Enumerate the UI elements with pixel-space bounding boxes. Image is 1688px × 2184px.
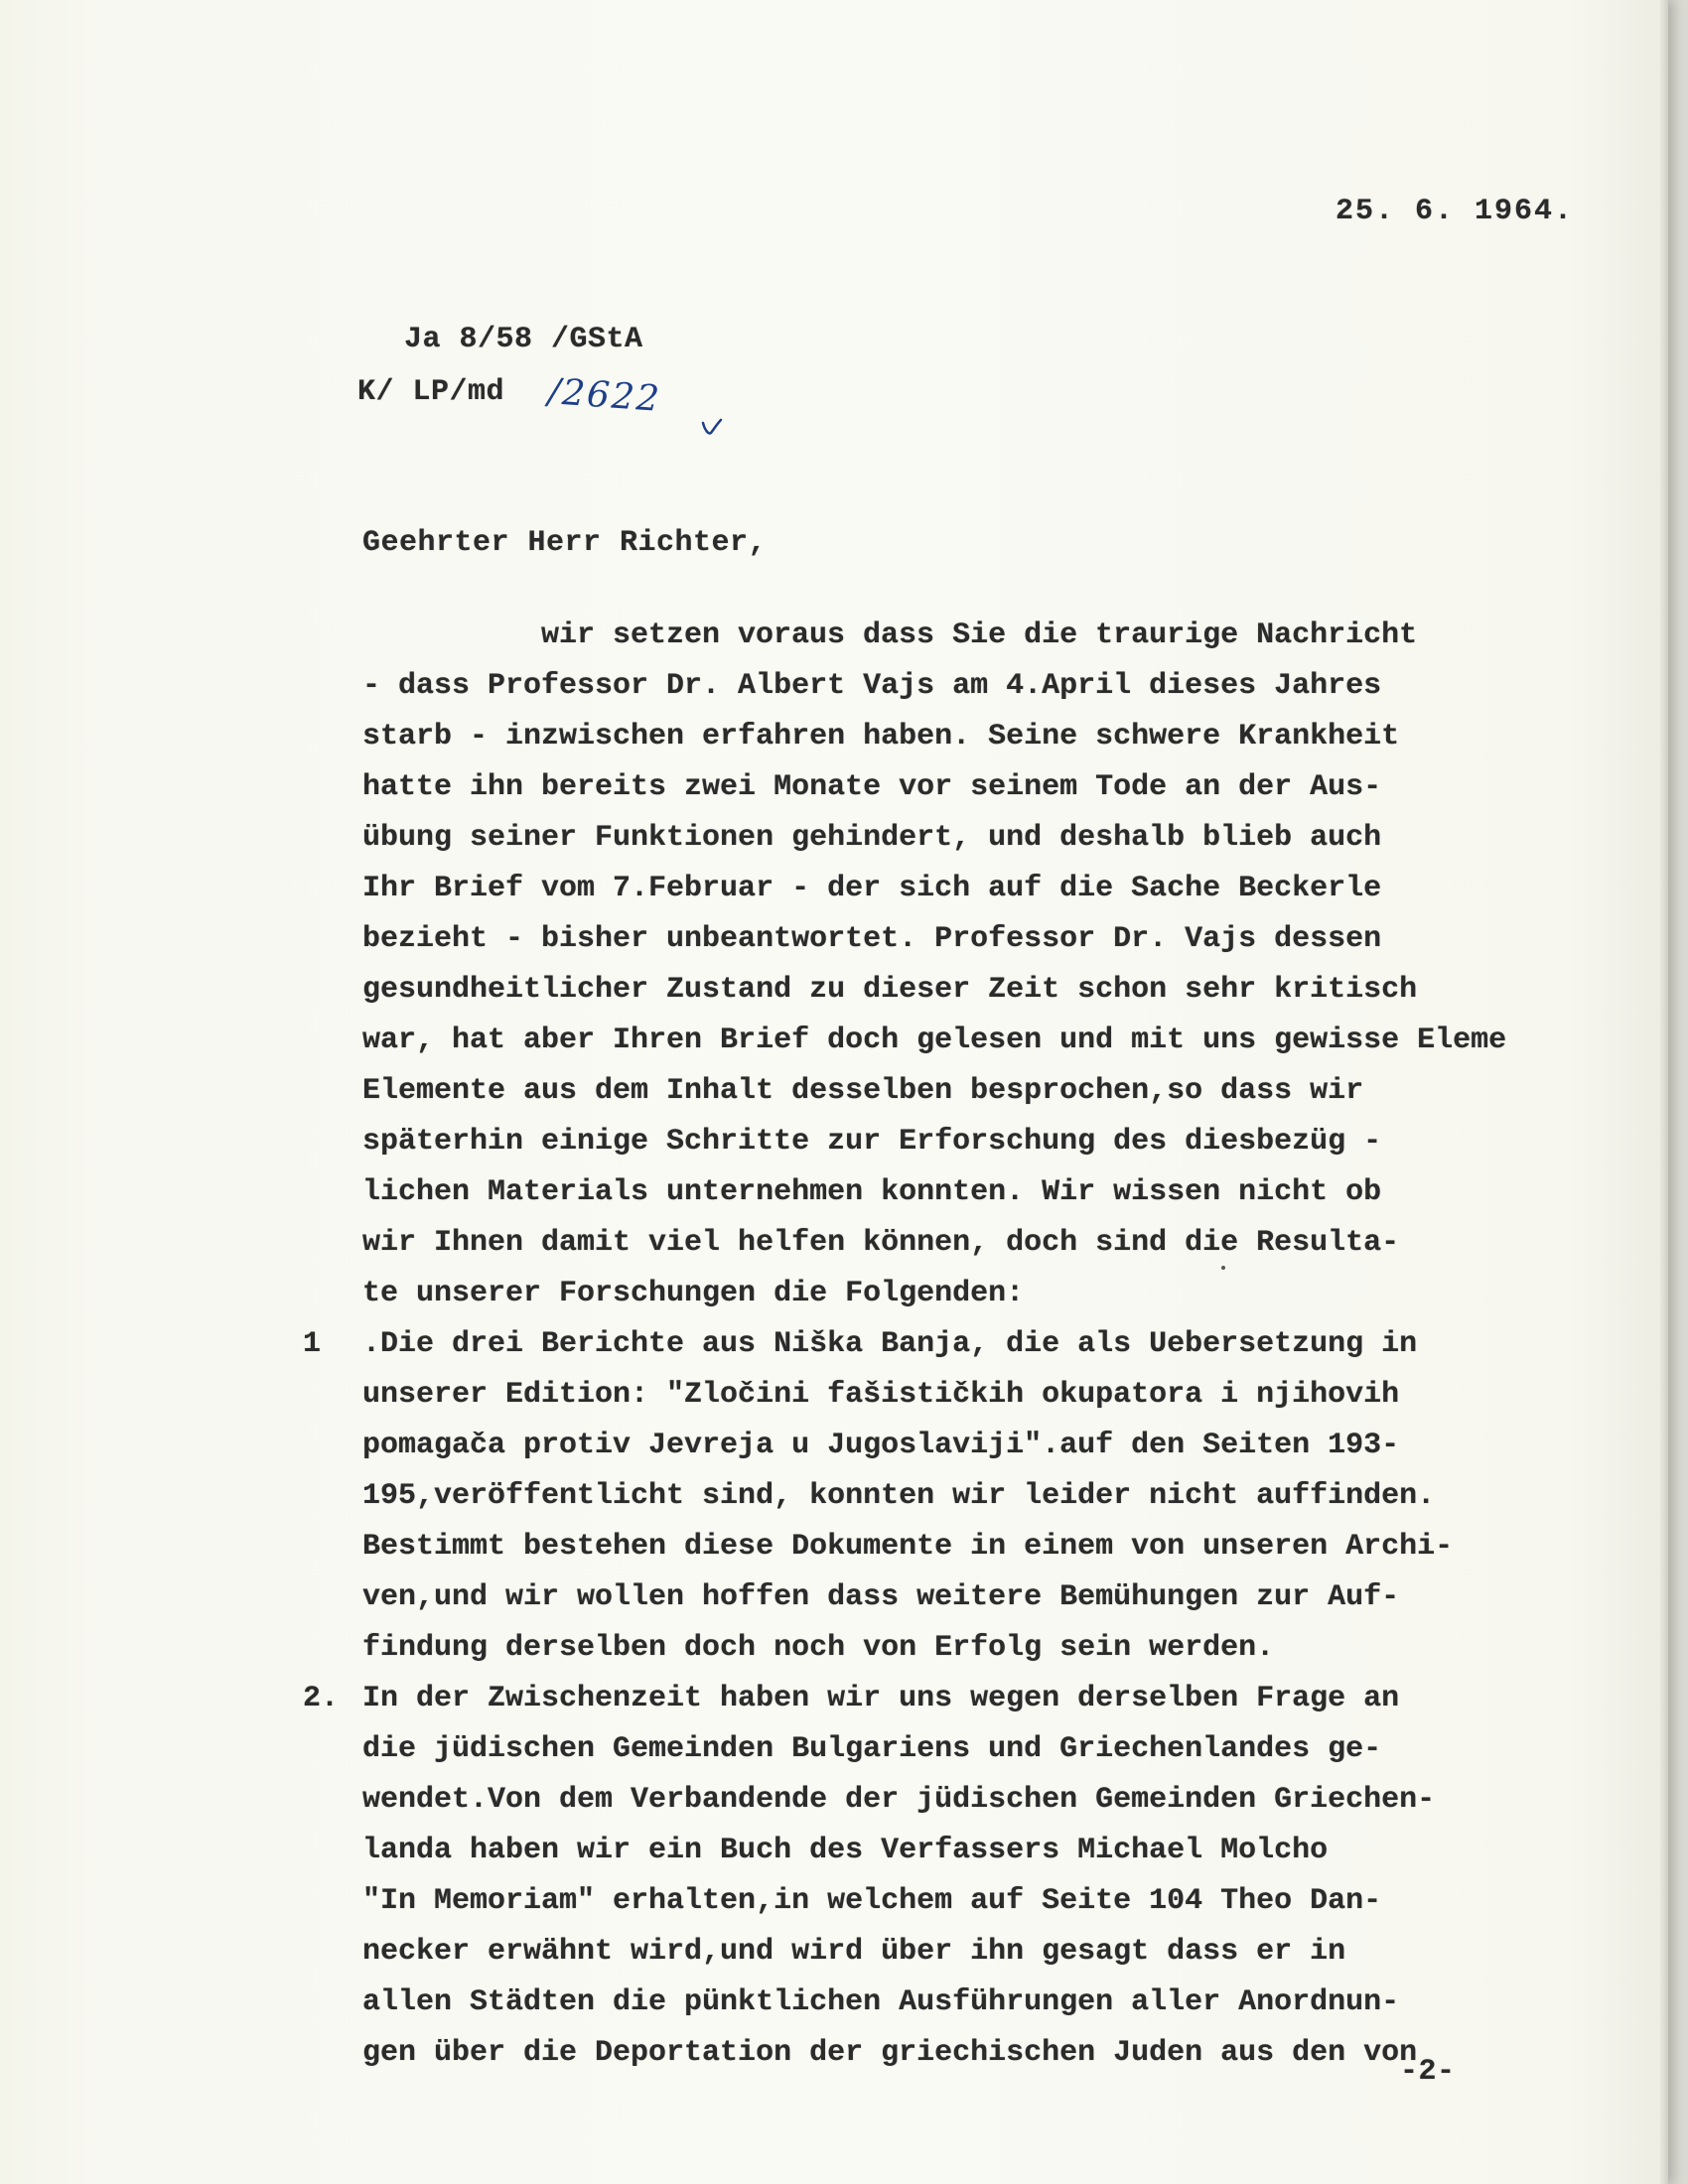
- body-line: wendet.Von dem Verbandende der jüdischen Gemeinden Griechen-: [362, 1783, 1436, 1817]
- body-line: unserer Edition: "Zločini fašističkih okupatora i njihovih: [362, 1378, 1400, 1412]
- body-line: die jüdischen Gemeinden Bulgariens und Griechenlandes ge-: [362, 1732, 1382, 1766]
- body-line: wir setzen voraus dass Sie die traurige Nachricht: [541, 618, 1418, 652]
- body-line: gen über die Deportation der griechischen Juden aus den von: [362, 2036, 1418, 2070]
- body-line: Ihr Brief vom 7.Februar - der sich auf die Sache Beckerle: [362, 872, 1382, 905]
- body-line: hatte ihn bereits zwei Monate vor seinem Tode an der Aus-: [362, 770, 1382, 804]
- letter-date: 25. 6. 1964.: [1336, 195, 1575, 228]
- body-line: bezieht - bisher unbeantwortet. Professor Dr. Vajs dessen: [362, 922, 1382, 956]
- handwritten-check-mark: [701, 417, 723, 437]
- body-line-text: In der Zwischenzeit haben wir uns wegen derselben Frage an: [362, 1682, 1400, 1715]
- salutation: Geehrter Herr Richter,: [362, 526, 768, 560]
- body-line: übung seiner Funktionen gehindert, und deshalb blieb auch: [362, 821, 1382, 855]
- body-line: war, hat aber Ihren Brief doch gelesen und mit uns gewisse Eleme: [362, 1024, 1507, 1057]
- numbered-item-line: [303, 1319, 1633, 1370]
- body-line: te unserer Forschungen die Folgenden:: [362, 1277, 1025, 1310]
- item-number: 2.: [303, 1682, 340, 1715]
- page-continuation-marker: -2-: [1400, 2055, 1456, 2089]
- letter-body: [303, 611, 1633, 2079]
- body-line: starb - inzwischen erfahren haben. Seine schwere Krankheit: [362, 720, 1400, 753]
- numbered-item-line: [303, 1674, 1633, 1724]
- file-reference: Ja 8/58 /GStA: [404, 323, 643, 356]
- file-reference-initials: K/ LP/md: [357, 375, 505, 409]
- body-line: findung derselben doch noch von Erfolg sein werden.: [362, 1631, 1275, 1665]
- body-line: gesundheitlicher Zustand zu dieser Zeit schon sehr kritisch: [362, 973, 1418, 1007]
- body-line: 195,veröffentlicht sind, konnten wir leider nicht auffinden.: [362, 1479, 1436, 1513]
- body-line-text: .Die drei Berichte aus Niška Banja, die als Uebersetzung in: [362, 1327, 1418, 1361]
- body-line: wir Ihnen damit viel helfen können, doch sind die Resulta-: [362, 1226, 1400, 1260]
- body-line: allen Städten die pünktlichen Ausführungen aller Anordnun-: [362, 1985, 1400, 2019]
- body-line: Bestimmt bestehen diese Dokumente in einem von unseren Archi-: [362, 1530, 1454, 1564]
- body-line: - dass Professor Dr. Albert Vajs am 4.April dieses Jahres: [362, 669, 1382, 703]
- item-number: 1: [303, 1327, 322, 1361]
- body-line: Elemente aus dem Inhalt desselben besprochen,so dass wir: [362, 1074, 1364, 1108]
- handwritten-reference-number: /2622: [546, 371, 663, 420]
- paper-speck: [1221, 1266, 1225, 1270]
- body-line: späterhin einige Schritte zur Erforschung des diesbezüg -: [362, 1125, 1382, 1159]
- body-line: landa haben wir ein Buch des Verfassers Michael Molcho: [362, 1834, 1329, 1867]
- body-line: "In Memoriam" erhalten,in welchem auf Seite 104 Theo Dan-: [362, 1884, 1382, 1918]
- body-line: ven,und wir wollen hoffen dass weitere Bemühungen zur Auf-: [362, 1580, 1400, 1614]
- body-line: necker erwähnt wird,und wird über ihn gesagt dass er in: [362, 1935, 1346, 1969]
- body-line: lichen Materials unternehmen konnten. Wir wissen nicht ob: [362, 1175, 1382, 1209]
- body-line: pomagača protiv Jevreja u Jugoslaviji".auf den Seiten 193-: [362, 1429, 1400, 1462]
